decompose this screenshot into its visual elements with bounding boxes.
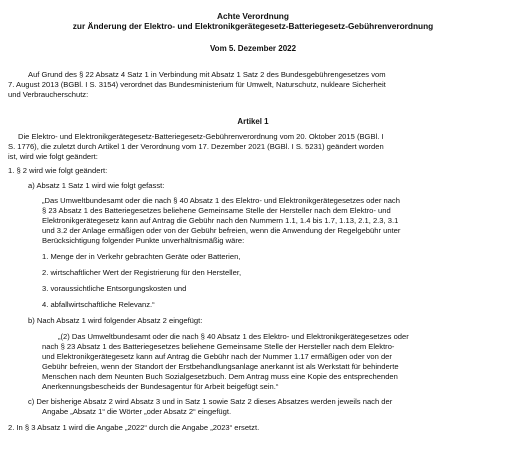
article-intro-line: Die Elektro- und Elektronikgerätegesetz-Batteriegesetz-Gebührenverordnung vom 20. Oktober 2015 (BGBl. I [18,132,384,141]
quote-b-line: Menschen nach dem Neunten Buch Sozialgesetzbuch. Dem Antrag muss eine Kopie des entsprechenden [42,372,398,381]
item-2: 2. In § 3 Absatz 1 wird die Angabe „2022“ durch die Angabe „2023“ ersetzt. [8,423,260,432]
preamble-line: Auf Grund des § 22 Absatz 4 Satz 1 in Verbindung mit Absatz 1 Satz 2 des Bundesgebührengesetzes vom [28,70,386,79]
article-heading: Artikel 1 [237,117,269,126]
document-subtitle: zur Änderung der Elektro- und Elektronikgerätegesetz-Batteriegesetz-Gebührenverordnung [72,21,434,31]
quote-a-line: „Das Umweltbundesamt oder die nach § 40 Absatz 1 des Elektro- und Elektronikgerätegesetzes oder nach [42,196,400,205]
document-title: Achte Verordnung [217,11,289,21]
quote-a-line: und 3.2 der Anlage ermäßigen oder von der Gebühr befreien, wenn die Anwendung der Regelgebühr unter [42,226,401,235]
quote-b-line: „(2) Das Umweltbundesamt oder die nach § 40 Absatz 1 des Elektro- und Elektronikgerätegesetzes oder [58,332,409,341]
item-1a: a) Absatz 1 Satz 1 wird wie folgt gefasst: [28,181,165,190]
list-item: 3. voraussichtliche Entsorgungskosten und [42,284,187,293]
list-item: 2. wirtschaftlicher Wert der Registrierung für den Hersteller, [42,268,242,277]
quote-a-line: Elektronikgerätegesetz kann auf Antrag die Gebühr nach den Nummern 1.1, 1.4 bis 1.7, 1.13, 2.1, 2.3, 3.1 [42,216,399,225]
quote-b-line: nach § 23 Absatz 1 des Batteriegesetzes beliehene Gemeinsame Stelle der Hersteller nach dem Elektro- [42,342,395,351]
preamble-line: und Verbraucherschutz: [8,90,89,99]
item-1b: b) Nach Absatz 1 wird folgender Absatz 2 eingefügt: [28,316,203,325]
article-intro-line: ist, wird wie folgt geändert: [8,152,98,161]
item-1c-line: Angabe „Absatz 1“ die Wörter „oder Absatz 2“ eingefügt. [42,407,232,416]
quote-b-line: Gebühr befreien, wenn der Standort der Erstbehandlungsanlage anerkannt ist als Werkstatt für behinderte [42,362,399,371]
list-item: 1. Menge der in Verkehr gebrachten Geräte oder Batterien, [42,252,241,261]
quote-b-line: und Elektronikgerätegesetz kann auf Antrag die Gebühr nach der Nummer 1.17 ermäßigen oder von der [42,352,392,361]
item-1c-line: c) Der bisherige Absatz 2 wird Absatz 3 und in Satz 1 sowie Satz 2 dieses Absatzes werden jeweils nach der [28,397,393,406]
quote-b-line: Anerkennungsbescheids der Bundesagentur für Arbeit beigefügt sein.“ [42,382,279,391]
list-item: 4. abfallwirtschaftliche Relevanz.“ [42,300,155,309]
preamble-line: 7. August 2013 (BGBl. I S. 3154) verordnet das Bundesministerium für Umwelt, Naturschutz, nukleare Sicherheit [8,80,386,89]
quote-a-line: Berücksichtigung folgender Punkte unverhältnismäßig wäre: [42,236,245,245]
item-1: 1. § 2 wird wie folgt geändert: [8,166,108,175]
article-intro-line: S. 1776), die zuletzt durch Artikel 1 der Verordnung vom 17. Dezember 2021 (BGBl. I S. 5231) geändert worden [8,142,384,151]
document-date: Vom 5. Dezember 2022 [209,44,297,53]
quote-a-line: § 23 Absatz 1 des Batteriegesetzes beliehene Gemeinsame Stelle der Hersteller nach dem Elektro- und [42,206,391,215]
